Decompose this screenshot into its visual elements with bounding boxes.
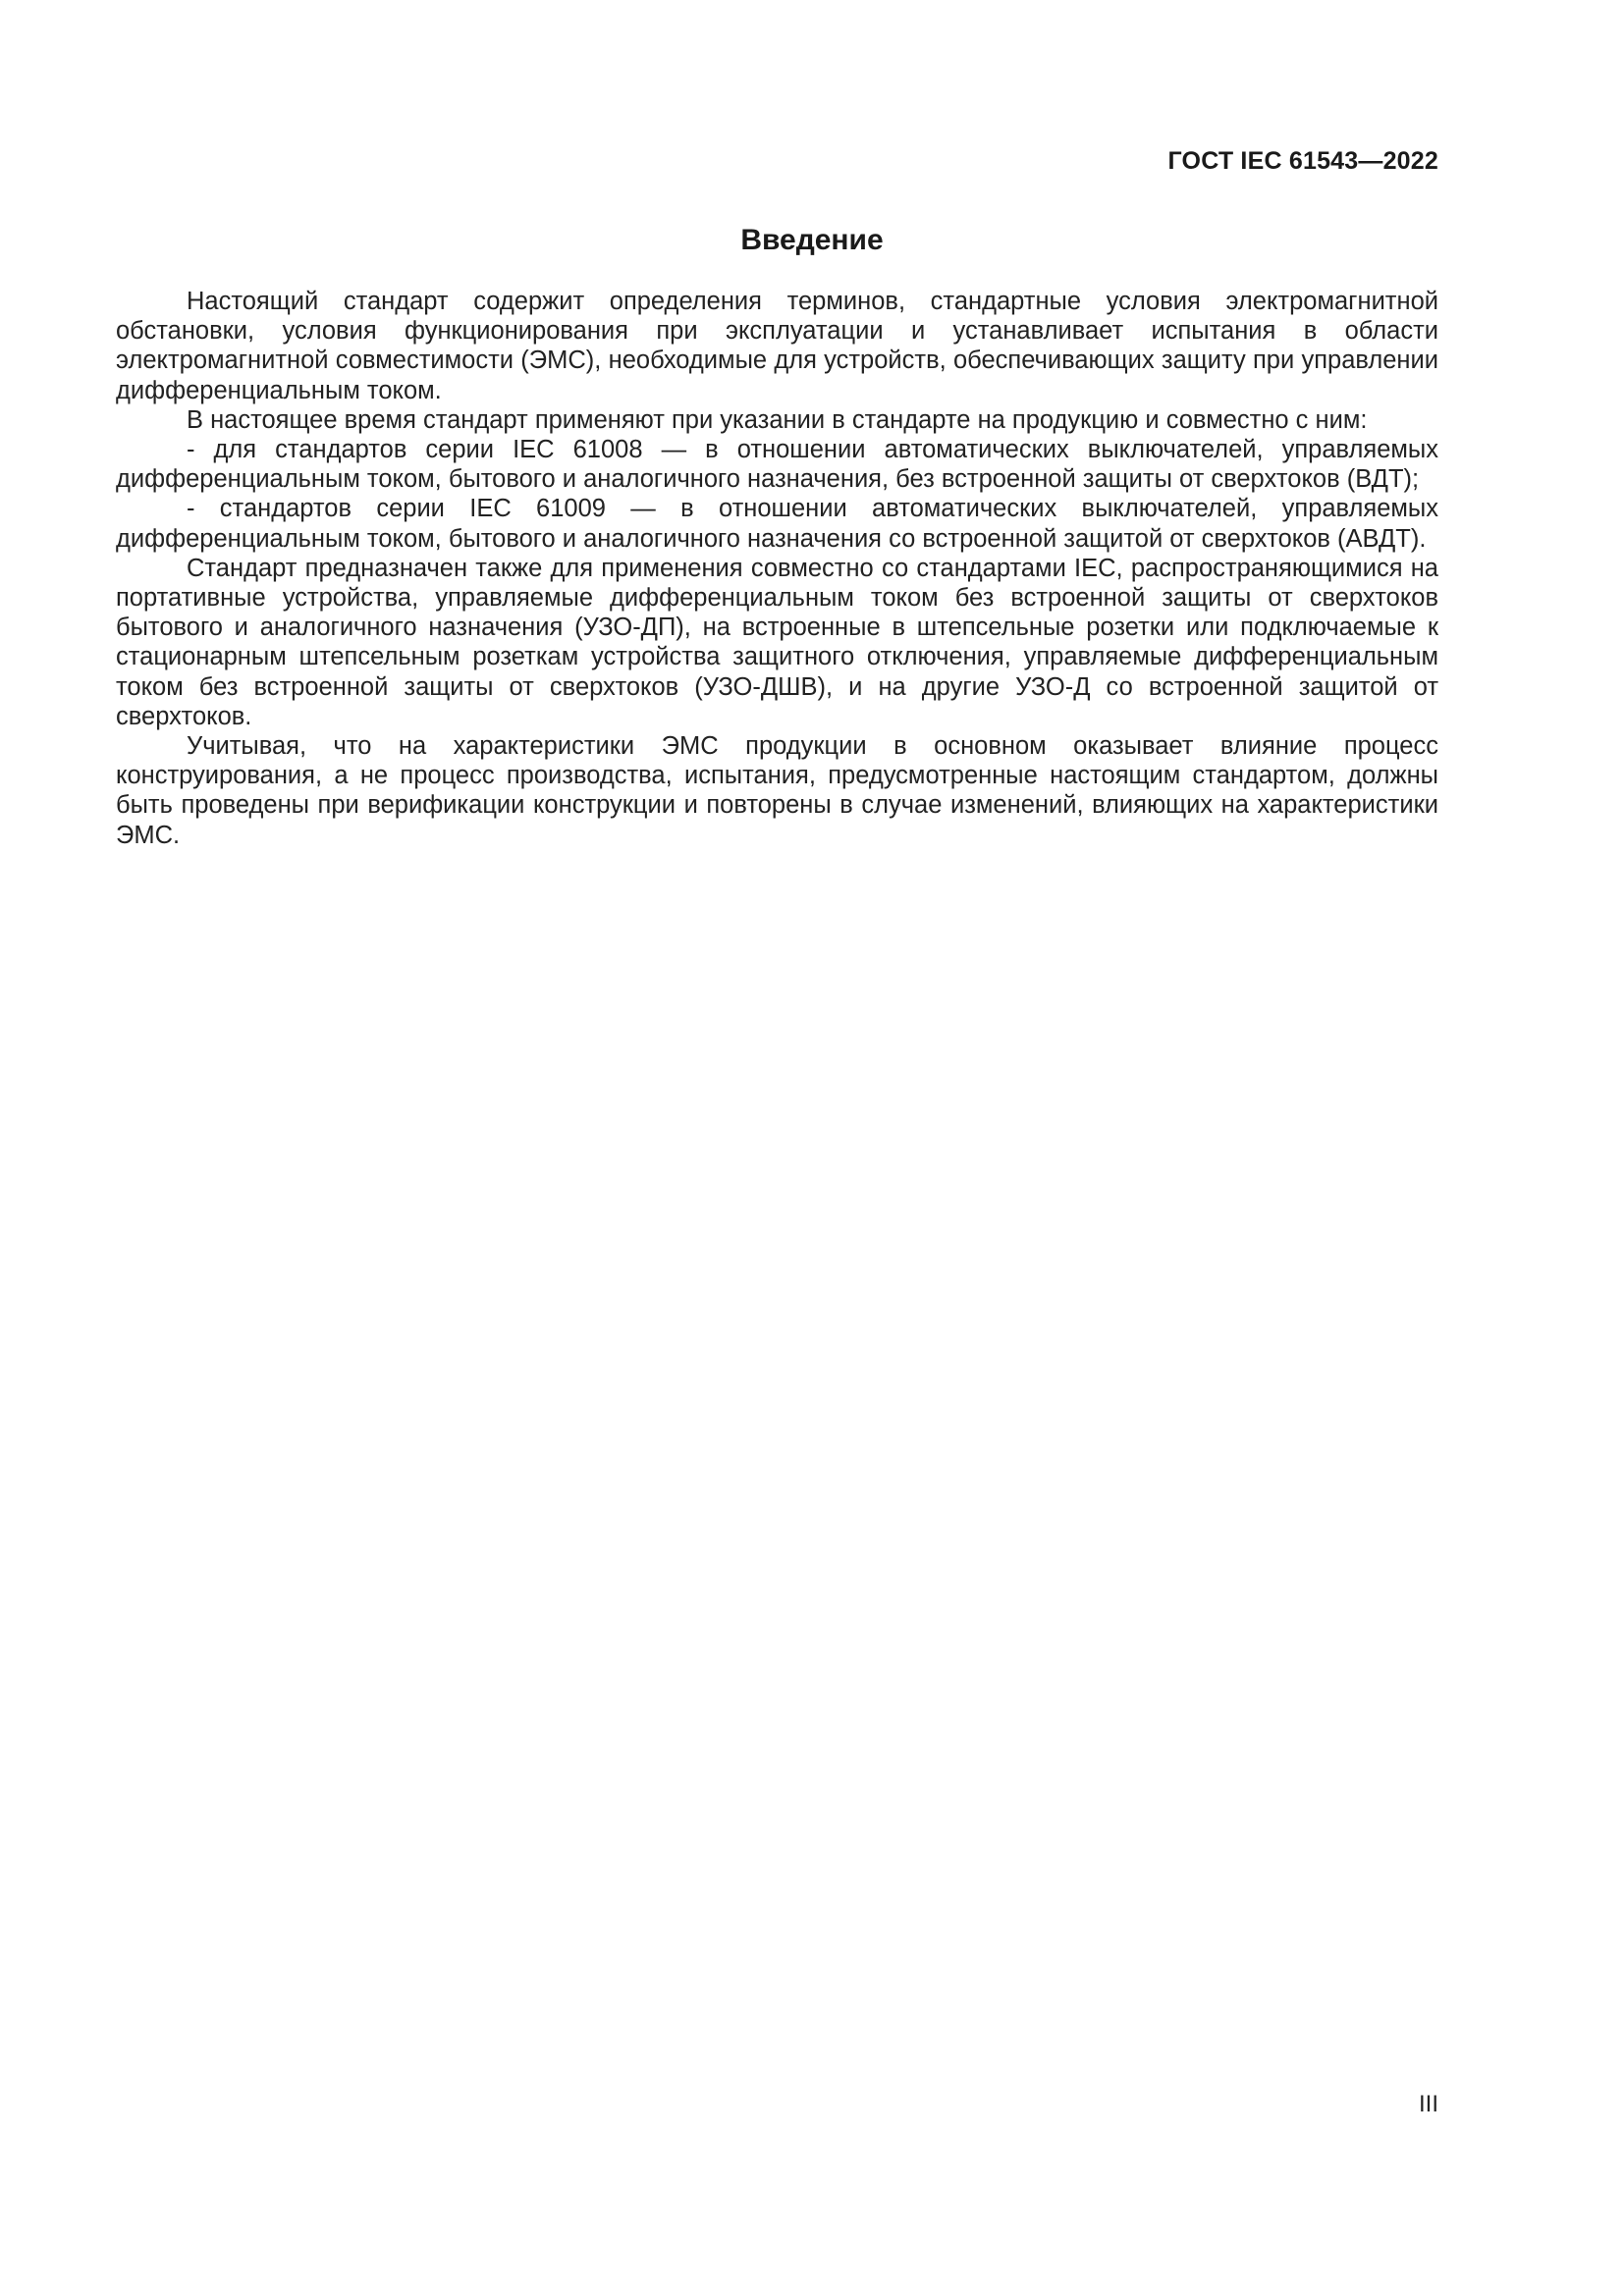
paragraph-scope: Настоящий стандарт содержит определения терминов, стандартные условия электромагнитной обстановки, условия функционирования при эксплуатации и устанавливает испытания в области электромагнитной совместимости (ЭМС), необходимые для устройств, обеспечивающих защиту при управлении дифференциальным током.: [116, 288, 1438, 404]
paragraph-emc-design: Учитывая, что на характеристики ЭМС продукции в основном оказывает влияние процесс конструирования, а не процесс производства, испытания, предусмотренные настоящим стандартом, должны быть проведены при верификации конструкции и повторены в случае изменений, влияющих на характеристики ЭМС.: [116, 732, 1438, 849]
list-item-iec-61008: - для стандартов серии IEC 61008 — в отношении автоматических выключателей, управляемых дифференциальным током, бытового и аналогичного назначения, без встроенной защиты от сверхтоков (ВДТ);: [116, 436, 1438, 494]
paragraph-other-devices: Стандарт предназначен также для применения совместно со стандартами IEC, распространяющимися на портативные устройства, управляемые дифференциальным током без встроенной защиты от сверхтоков бытового и аналогичного назначения (УЗО-ДП), на встроенные в штепсельные розетки или подключаемые к стационарным штепсельным розеткам устройства защитного отключения, управляемые дифференциальным током без встроенной защиты от сверхтоков (УЗО-ДШВ), и на другие УЗО-Д со встроенной защитой от сверхтоков.: [116, 554, 1438, 730]
paragraph-application: В настоящее время стандарт применяют при указании в стандарте на продукцию и совместно с ним:: [187, 405, 1368, 434]
list-item-iec-61009: - стандартов серии IEC 61009 — в отношении автоматических выключателей, управляемых дифференциальным током, бытового и аналогичного назначения со встроенной защитой от сверхтоков (АВДТ).: [116, 495, 1438, 553]
introduction-body: [116, 287, 1438, 850]
page-number: III: [1418, 2091, 1438, 2117]
document-standard-id: ГОСТ IEC 61543—2022: [1167, 147, 1438, 175]
section-title: Введение: [740, 224, 884, 256]
